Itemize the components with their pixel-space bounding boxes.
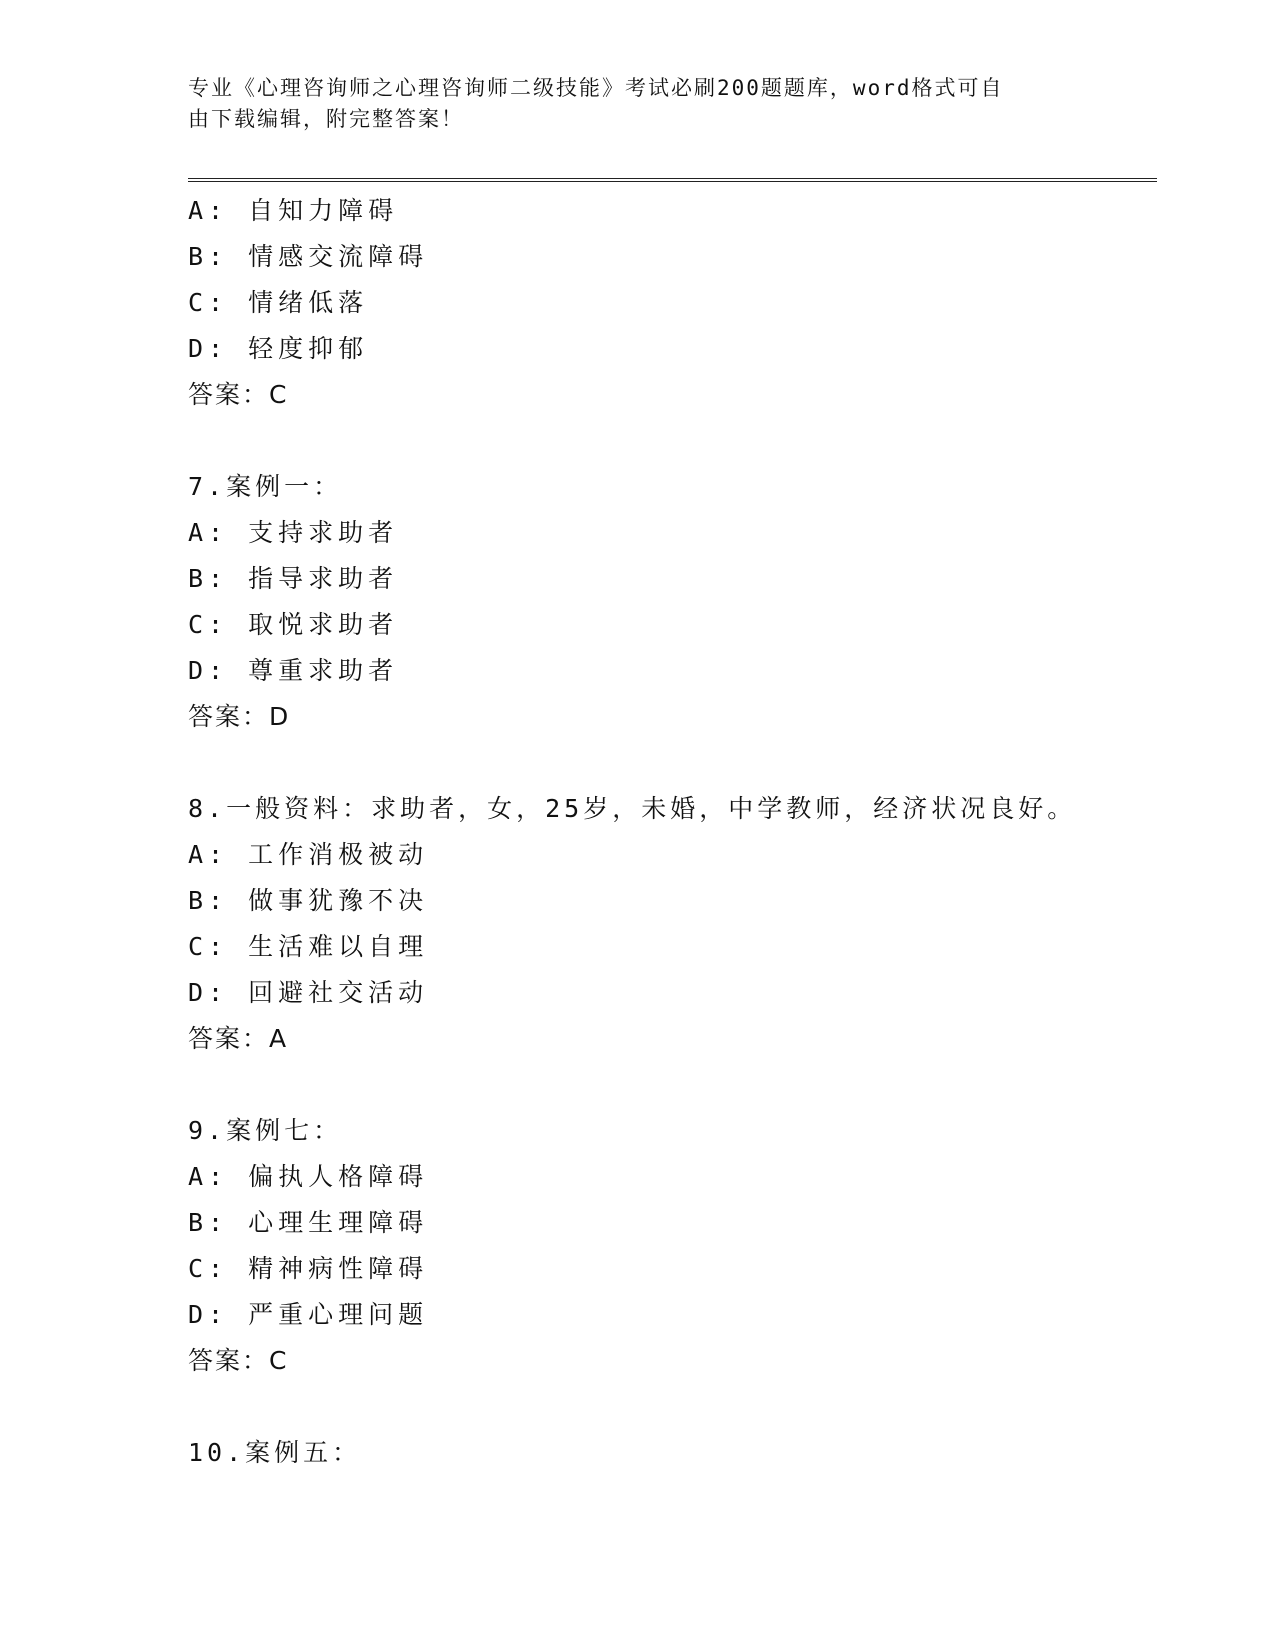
option-b: B: 情感交流障碍 xyxy=(188,242,429,271)
answer-line: 答案：C xyxy=(188,1346,289,1375)
option-c: C: 生活难以自理 xyxy=(188,932,429,961)
option-d: D: 尊重求助者 xyxy=(188,656,399,685)
option-c: C: 取悦求助者 xyxy=(188,610,399,639)
question-block-10 xyxy=(188,1430,1148,1476)
option-b: B: 指导求助者 xyxy=(188,564,399,593)
question-block-8 xyxy=(188,786,1148,1062)
option-a: A: 偏执人格障碍 xyxy=(188,1162,429,1191)
header-divider xyxy=(188,178,1157,182)
question-text: 7.案例一： xyxy=(188,472,343,501)
question-text: 9.案例七： xyxy=(188,1116,343,1145)
option-d: D: 轻度抑郁 xyxy=(188,334,369,363)
question-text: 8.一般资料：求助者，女，25岁，未婚，中学教师，经济状况良好。 xyxy=(188,794,1077,823)
question-block-prev xyxy=(188,188,1148,418)
header-line-2: 由下载编辑，附完整答案！ xyxy=(188,107,464,131)
option-b: B: 做事犹豫不决 xyxy=(188,886,429,915)
answer-line: 答案：C xyxy=(188,380,289,409)
document-header xyxy=(188,73,1088,135)
option-a: A: 支持求助者 xyxy=(188,518,399,547)
option-c: C: 精神病性障碍 xyxy=(188,1254,429,1283)
question-block-7 xyxy=(188,464,1148,740)
question-list xyxy=(188,188,1148,1476)
option-d: D: 严重心理问题 xyxy=(188,1300,429,1329)
option-b: B: 心理生理障碍 xyxy=(188,1208,429,1237)
header-line-1: 专业《心理咨询师之心理咨询师二级技能》考试必刷200题题库，word格式可自 xyxy=(188,76,1004,100)
option-a: A: 自知力障碍 xyxy=(188,196,399,225)
answer-line: 答案：A xyxy=(188,1024,289,1053)
question-text: 10.案例五： xyxy=(188,1438,362,1467)
question-block-9 xyxy=(188,1108,1148,1384)
option-c: C: 情绪低落 xyxy=(188,288,369,317)
option-d: D: 回避社交活动 xyxy=(188,978,429,1007)
option-a: A: 工作消极被动 xyxy=(188,840,429,869)
answer-line: 答案：D xyxy=(188,702,291,731)
